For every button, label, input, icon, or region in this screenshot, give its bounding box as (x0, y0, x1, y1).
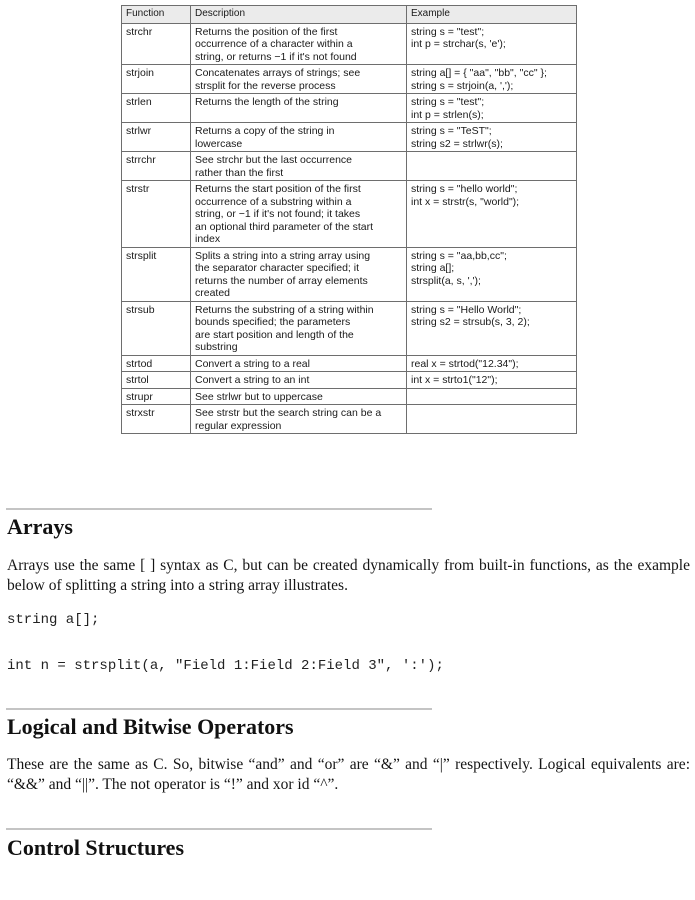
table-row (122, 247, 577, 301)
section-divider (6, 508, 432, 510)
example-cell: real x = strtod("12.34"); (407, 355, 577, 372)
description-cell: Convert a string to a real (191, 355, 407, 372)
table-row (122, 301, 577, 355)
function-cell: strxstr (122, 405, 191, 434)
table-header-row (122, 6, 577, 24)
function-cell: strlen (122, 94, 191, 123)
description-cell: Returns a copy of the string in lowercase (191, 123, 407, 152)
table-row (122, 152, 577, 181)
description-cell: See strchr but the last occurrence rather than the first (191, 152, 407, 181)
example-cell (407, 405, 577, 434)
description-cell: Returns the position of the first occurrence of a character within a string, or returns −1 if it's not found (191, 23, 407, 65)
function-cell: strsplit (122, 247, 191, 301)
function-cell: strtod (122, 355, 191, 372)
example-cell (407, 152, 577, 181)
function-cell: strrchr (122, 152, 191, 181)
string-functions-table (121, 5, 577, 434)
example-cell: string s = "hello world"; int x = strstr(s, "world"); (407, 181, 577, 248)
operators-heading: Logical and Bitwise Operators (7, 714, 294, 739)
code-line: int n = strsplit(a, "Field 1:Field 2:Field 3", ':'); (7, 658, 444, 674)
table-row (122, 123, 577, 152)
description-cell: Returns the substring of a string within bounds specified; the parameters are start position and length of the substring (191, 301, 407, 355)
table-row (122, 94, 577, 123)
function-cell: strchr (122, 23, 191, 65)
description-cell: Concatenates arrays of strings; see strsplit for the reverse process (191, 65, 407, 94)
arrays-paragraph: Arrays use the same [ ] syntax as C, but can be created dynamically from built-in functions, as the example below of splitting a string into a string array illustrates. (7, 557, 690, 594)
section-divider (6, 708, 432, 710)
function-cell: strupr (122, 388, 191, 405)
example-cell: string s = "Hello World"; string s2 = strsub(s, 3, 2); (407, 301, 577, 355)
table-row (122, 388, 577, 405)
example-cell: string s = "TeST"; string s2 = strlwr(s); (407, 123, 577, 152)
description-cell: Splits a string into a string array using the separator character specified; it returns the number of array elements created (191, 247, 407, 301)
function-cell: strlwr (122, 123, 191, 152)
description-cell: See strstr but the search string can be a regular expression (191, 405, 407, 434)
function-cell: strstr (122, 181, 191, 248)
code-line: string a[]; (7, 612, 100, 628)
description-cell: See strlwr but to uppercase (191, 388, 407, 405)
description-cell: Convert a string to an int (191, 372, 407, 389)
section-divider (6, 828, 432, 830)
example-cell: string s = "test"; int p = strchar(s, 'e'); (407, 23, 577, 65)
function-cell: strtol (122, 372, 191, 389)
control-structures-heading: Control Structures (7, 835, 185, 860)
table-row (122, 405, 577, 434)
table-row (122, 372, 577, 389)
example-cell (407, 388, 577, 405)
example-cell: string a[] = { "aa", "bb", "cc" }; string s = strjoin(a, ','); (407, 65, 577, 94)
header-description: Description (191, 6, 407, 24)
function-cell: strsub (122, 301, 191, 355)
description-cell: Returns the start position of the first occurrence of a substring within a string, or −1 if it's not found; it takes an optional third parameter of the start index (191, 181, 407, 248)
header-example: Example (407, 6, 577, 24)
description-cell: Returns the length of the string (191, 94, 407, 123)
header-function: Function (122, 6, 191, 24)
arrays-heading: Arrays (7, 514, 73, 539)
example-cell: int x = strto1("12"); (407, 372, 577, 389)
table-row (122, 65, 577, 94)
table-row (122, 355, 577, 372)
table-row (122, 181, 577, 248)
table-row (122, 23, 577, 65)
operators-paragraph: These are the same as C. So, bitwise “and” and “or” are “&” and “|” respectively. Logical equivalents are: “&&” and “||”. The not operator is “!” and xor id “^”. (7, 756, 690, 793)
example-cell: string s = "aa,bb,cc"; string a[]; strsplit(a, s, ','); (407, 247, 577, 301)
function-cell: strjoin (122, 65, 191, 94)
example-cell: string s = "test"; int p = strlen(s); (407, 94, 577, 123)
